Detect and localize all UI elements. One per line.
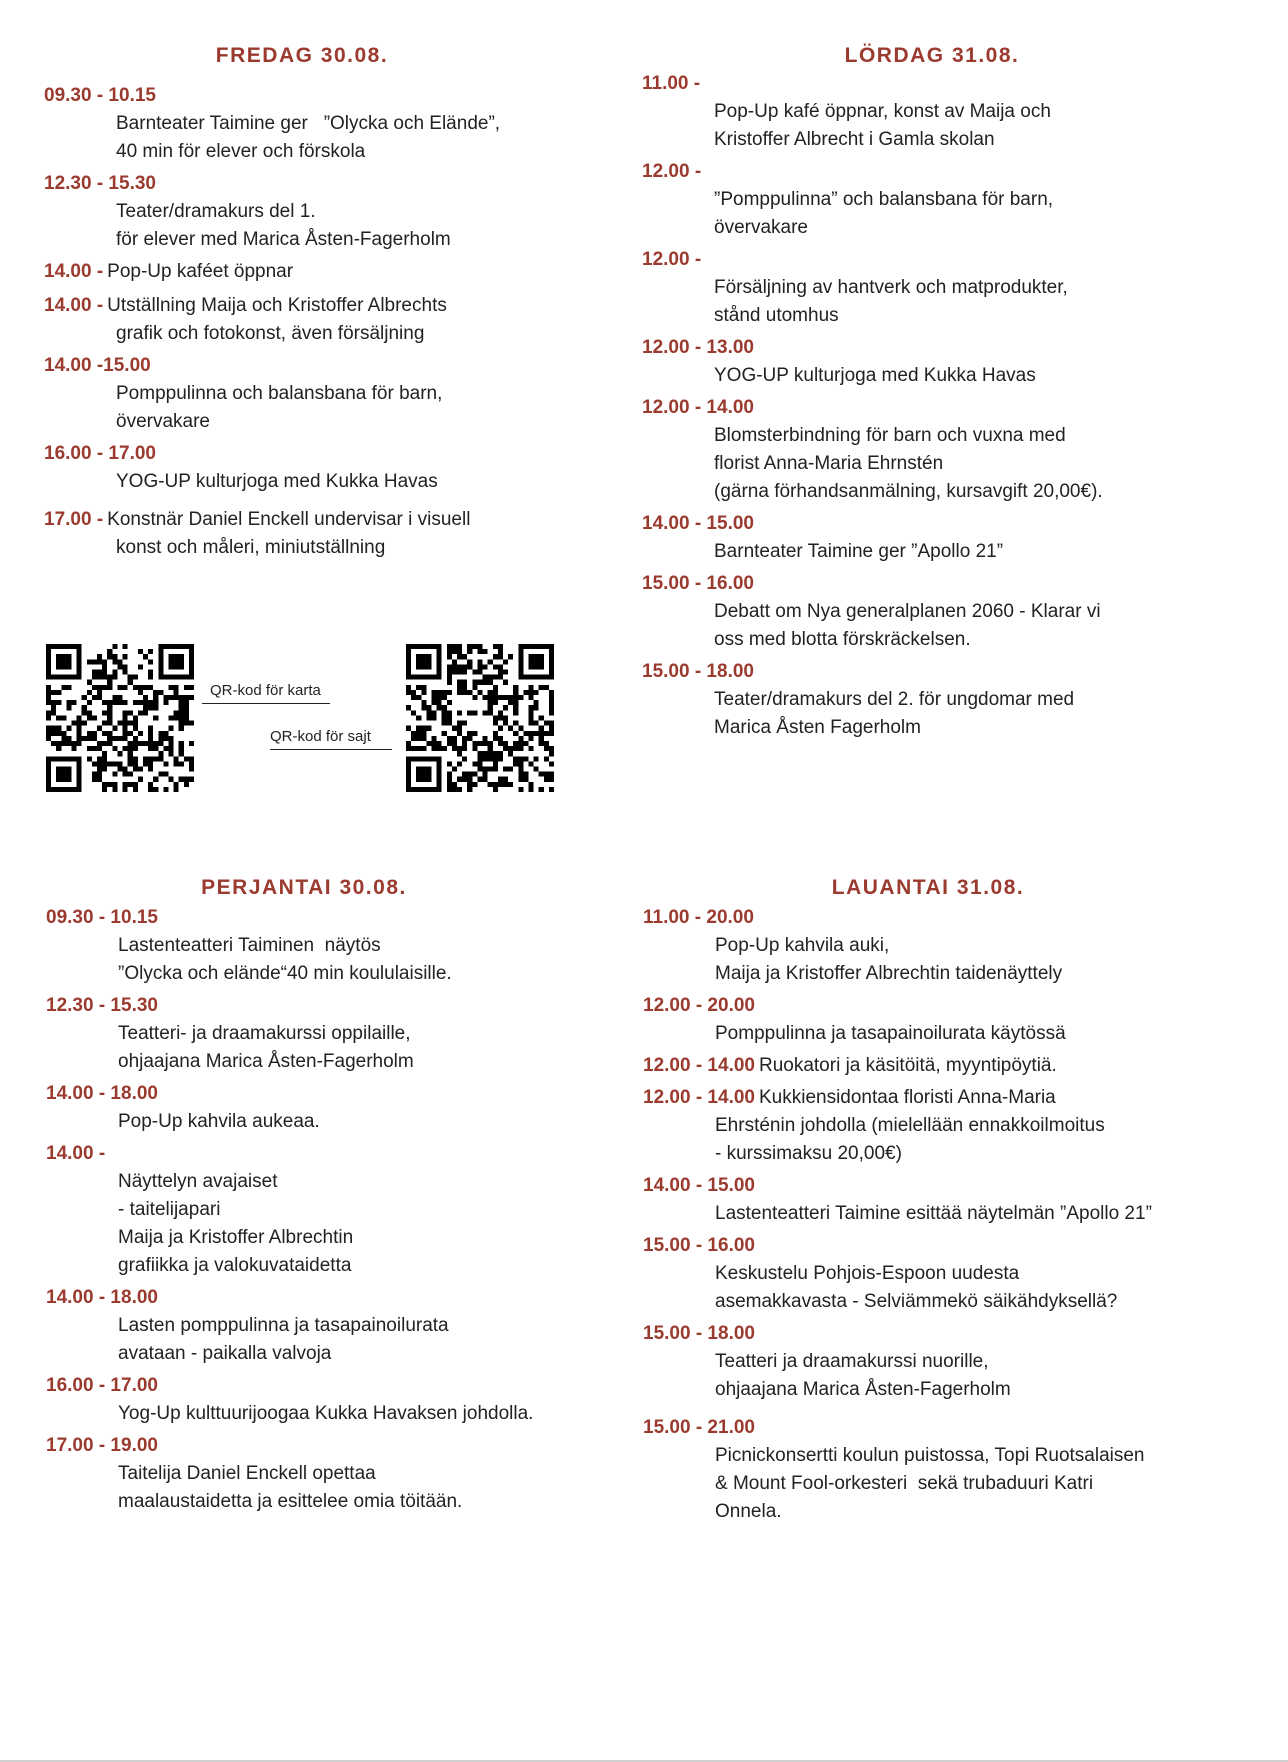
entry-time: 14.00 - [46, 1143, 106, 1164]
entry-description: Näyttelyn avajaiset [118, 1171, 278, 1192]
entry-description: maalaustaidetta ja esittelee omia töitään. [118, 1491, 463, 1512]
entry-time: 14.00 - 18.00 [46, 1083, 158, 1104]
entry-description: ”Pomppulinna” och balansbana för barn, [714, 189, 1054, 210]
entry-description: florist Anna-Maria Ehrnstén [714, 453, 944, 474]
entry-description: Ruokatori ja käsitöitä, myyntipöytiä. [758, 1055, 1057, 1076]
schedule-entry [643, 904, 1263, 988]
entry-description: Teater/dramakurs del 2. för ungdomar med [714, 689, 1075, 710]
schedule-entry [642, 510, 1242, 566]
entry-time: 12.30 - 15.30 [46, 995, 158, 1016]
entry-time: 11.00 - 20.00 [643, 907, 754, 928]
entry-description: Kukkiensidontaa floristi Anna-Maria [758, 1087, 1056, 1108]
day-title: PERJANTAI 30.08. [201, 876, 407, 899]
entry-description: Picnickonsertti koulun puistossa, Topi Ruotsalaisen [715, 1445, 1145, 1466]
entry-time: 14.00 - [44, 295, 104, 316]
schedule-entry [44, 506, 564, 562]
entry-description: ohjaajana Marica Åsten-Fagerholm [118, 1051, 414, 1072]
entry-description: Pomppulinna ja tasapainoilurata käytössä [715, 1023, 1066, 1044]
schedule-entry [44, 82, 564, 166]
schedule-entry [46, 1284, 606, 1368]
entry-time: 17.00 - [44, 509, 104, 530]
entry-time: 12.00 - 20.00 [643, 995, 755, 1016]
qr-site-label: QR-kod för sajt [270, 728, 392, 750]
entry-time: 15.00 - 16.00 [642, 573, 754, 594]
entry-description: för elever med Marica Åsten-Fagerholm [116, 229, 451, 250]
schedule-entry [643, 1320, 1263, 1404]
schedule-entry [642, 246, 1242, 330]
entry-description: konst och måleri, miniutställning [116, 537, 386, 558]
entry-description: grafiikka ja valokuvataidetta [118, 1255, 352, 1276]
entry-description: oss med blotta förskräckelsen. [714, 629, 971, 650]
schedule-entry [642, 334, 1242, 390]
entry-time: 15.00 - 21.00 [643, 1417, 755, 1438]
entry-description: Marica Åsten Fagerholm [714, 717, 921, 738]
schedule-entry [44, 352, 564, 436]
schedule-entry [44, 258, 564, 286]
entry-time: 11.00 - [642, 73, 701, 94]
entry-time: 12.00 - 14.00 [643, 1055, 755, 1076]
entry-time: 15.00 - 18.00 [643, 1323, 755, 1344]
entry-description: Lasten pomppulinna ja tasapainoilurata [118, 1315, 449, 1336]
entry-description: Maija ja Kristoffer Albrechtin [118, 1227, 354, 1248]
entry-time: 12.00 - 14.00 [642, 397, 754, 418]
entry-description: Konstnär Daniel Enckell undervisar i visuell [107, 509, 471, 530]
schedule-entry [46, 1080, 606, 1136]
entry-time: 16.00 - 17.00 [44, 443, 156, 464]
entry-description: Keskustelu Pohjois-Espoon uudesta [715, 1263, 1020, 1284]
entry-time: 12.00 - [642, 161, 702, 182]
schedule-entry [643, 1414, 1263, 1526]
schedule-entry [44, 440, 564, 496]
entry-time: 09.30 - 10.15 [46, 907, 158, 928]
schedule-entry [46, 1432, 606, 1516]
schedule-entry [642, 658, 1242, 742]
day-title: FREDAG 30.08. [215, 44, 389, 67]
schedule-entry [643, 1232, 1263, 1316]
qr-code-site-image[interactable] [406, 644, 554, 792]
schedule-entry [44, 292, 564, 348]
entry-time: 14.00 - 15.00 [643, 1175, 755, 1196]
entry-time: 14.00 - 18.00 [46, 1287, 158, 1308]
entry-description: Lastenteatteri Taimine esittää näytelmän ”Apollo 21” [715, 1203, 1152, 1224]
schedule-entry [44, 170, 564, 254]
qr-map-label: QR-kod för karta [202, 682, 330, 704]
entry-description: Teater/dramakurs del 1. [116, 201, 316, 222]
schedule-entry [643, 1052, 1263, 1080]
entry-description: Försäljning av hantverk och matprodukter, [714, 277, 1068, 298]
entry-description: ohjaajana Marica Åsten-Fagerholm [715, 1379, 1011, 1400]
entry-description: Maija ja Kristoffer Albrechtin taidenäyttely [715, 963, 1063, 984]
schedule-entry [642, 570, 1242, 654]
entry-description: Taitelija Daniel Enckell opettaa [118, 1463, 376, 1484]
entry-description: YOG-UP kulturjoga med Kukka Havas [116, 471, 438, 492]
entry-description: - taitelijapari [118, 1199, 221, 1220]
entry-description: ”Olycka och elände“40 min koululaisille. [118, 963, 452, 984]
entry-description: övervakare [714, 217, 808, 238]
schedule-entry [643, 1084, 1263, 1168]
entry-description: 40 min för elever och förskola [116, 141, 366, 162]
entry-time: 17.00 - 19.00 [46, 1435, 158, 1456]
schedule-entry [46, 904, 606, 988]
schedule-entry [643, 1172, 1263, 1228]
entry-description: Pop-Up kahvila aukeaa. [118, 1111, 320, 1132]
qr-code-map-image[interactable] [46, 644, 194, 792]
entry-description: Ehrsténin johdolla (mielellään ennakkoilmoitus [715, 1115, 1105, 1136]
entry-time: 09.30 - 10.15 [44, 85, 156, 106]
entry-description: Utställning Maija och Kristoffer Albrechts [107, 295, 447, 316]
entry-description: Onnela. [715, 1501, 782, 1522]
schedule-entry [642, 158, 1242, 242]
schedule-friday-sv [44, 44, 564, 562]
schedule-entry [643, 992, 1263, 1048]
entry-description: Teatteri ja draamakurssi nuorille, [715, 1351, 989, 1372]
entry-time: 12.00 - [642, 249, 702, 270]
schedule-saturday-fi [643, 876, 1263, 1526]
schedule-entry [642, 70, 1242, 154]
entry-time: 12.00 - 13.00 [642, 337, 754, 358]
entry-description: grafik och fotokonst, även försäljning [116, 323, 425, 344]
entry-description: stånd utomhus [714, 305, 839, 326]
entry-description: Pop-Up kaféet öppnar [107, 261, 294, 282]
entry-description: Pop-Up kafé öppnar, konst av Maija och [714, 101, 1051, 122]
entry-description: Yog-Up kulttuurijoogaa Kukka Havaksen johdolla. [118, 1403, 534, 1424]
entry-description: Barnteater Taimine ger ”Olycka och Elände”, [116, 113, 501, 134]
entry-description: Blomsterbindning för barn och vuxna med [714, 425, 1066, 446]
entry-description: (gärna förhandsanmälning, kursavgift 20,00€). [714, 481, 1103, 502]
schedule-friday-fi [46, 876, 606, 1516]
entry-description: övervakare [116, 411, 210, 432]
entry-time: 12.30 - 15.30 [44, 173, 156, 194]
entry-description: - kurssimaksu 20,00€) [715, 1143, 902, 1164]
entry-time: 14.00 - 15.00 [642, 513, 754, 534]
entry-description: Barnteater Taimine ger ”Apollo 21” [714, 541, 1004, 562]
entry-time: 14.00 -15.00 [44, 355, 151, 376]
entry-description: asemakkavasta - Selviämmekö säikähdyksellä? [715, 1291, 1118, 1312]
day-title: LÖRDAG 31.08. [844, 44, 1020, 67]
entry-description: Teatteri- ja draamakurssi oppilaille, [118, 1023, 411, 1044]
schedule-entry [46, 1372, 606, 1428]
entry-description: Pop-Up kahvila auki, [715, 935, 890, 956]
entry-time: 15.00 - 16.00 [643, 1235, 755, 1256]
schedule-entry [46, 992, 606, 1076]
entry-description: avataan - paikalla valvoja [118, 1343, 332, 1364]
entry-description: Lastenteatteri Taiminen näytös [118, 935, 381, 956]
entry-time: 15.00 - 18.00 [642, 661, 754, 682]
entry-time: 12.00 - 14.00 [643, 1087, 755, 1108]
day-title: LAUANTAI 31.08. [831, 876, 1025, 899]
entry-time: 14.00 - [44, 261, 104, 282]
entry-description: Pomppulinna och balansbana för barn, [116, 383, 443, 404]
entry-description: & Mount Fool-orkesteri sekä trubaduuri Katri [715, 1473, 1094, 1494]
schedule-entry [46, 1140, 606, 1280]
schedule-entry [642, 394, 1242, 506]
entry-description: Debatt om Nya generalplanen 2060 - Klarar vi [714, 601, 1101, 622]
entry-time: 16.00 - 17.00 [46, 1375, 158, 1396]
entry-description: Kristoffer Albrecht i Gamla skolan [714, 129, 995, 150]
entry-description: YOG-UP kulturjoga med Kukka Havas [714, 365, 1036, 386]
schedule-saturday-sv [642, 44, 1242, 742]
